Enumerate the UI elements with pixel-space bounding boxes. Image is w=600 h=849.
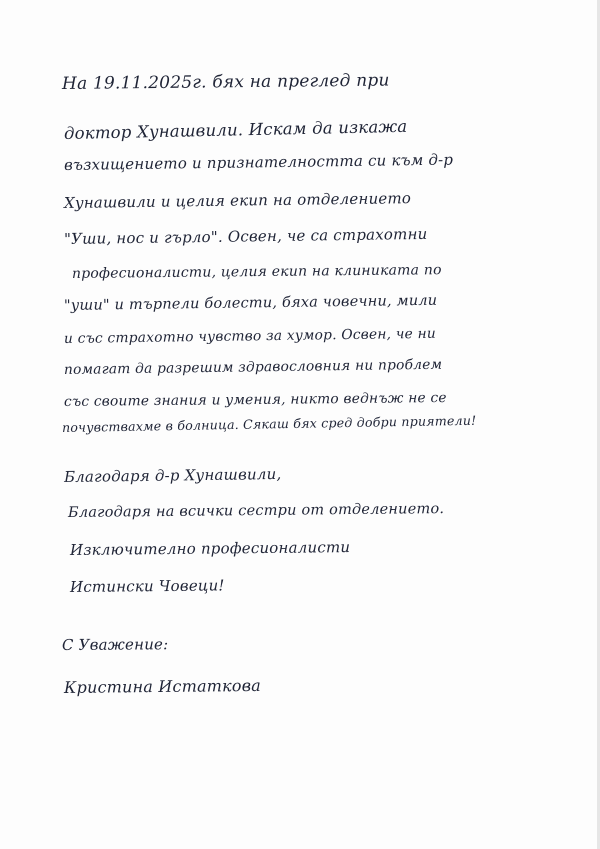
closing-salutation: С Уважение: xyxy=(61,635,169,654)
paragraph-line-3: възхищението и признателността си към д-р xyxy=(63,150,454,174)
paragraph-line-2: доктор Хунашвили. Искам да изкажа xyxy=(63,116,408,143)
thanks-line-1: Благодаря д-р Хунашвили, xyxy=(63,464,282,486)
signature: Кристина Истаткова xyxy=(63,675,262,697)
paragraph-line-4: Хунашвили и целия екип на отделението xyxy=(63,189,412,212)
thanks-line-2: Благодаря на всички сестри от отделението. xyxy=(67,501,445,521)
paragraph-line-8: и със страхотно чувство за хумор. Освен, че ни xyxy=(63,325,437,347)
paragraph-line-1: На 19.11.2025г. бях на преглед при xyxy=(61,70,390,94)
paragraph-line-7: "уши" и търпели болести, бяха човечни, мили xyxy=(63,292,438,314)
paragraph-line-9: помагат да разрешим здравословния ни проблем xyxy=(63,356,443,378)
paragraph-line-6: професионалисти, целия екип на клиниката по xyxy=(71,262,442,282)
paragraph-line-10: със своите знания и умения, никто веднъж не се xyxy=(63,389,447,410)
paragraph-line-5: "Уши, нос и гърло". Освен, че са страхотни xyxy=(63,224,428,248)
paragraph-line-11: почувствахме в болница. Сякаш бях сред добри приятели! xyxy=(61,412,477,435)
thanks-line-3: Изключително професионалисти xyxy=(69,538,351,559)
thanks-line-4: Истински Човеци! xyxy=(69,576,225,596)
